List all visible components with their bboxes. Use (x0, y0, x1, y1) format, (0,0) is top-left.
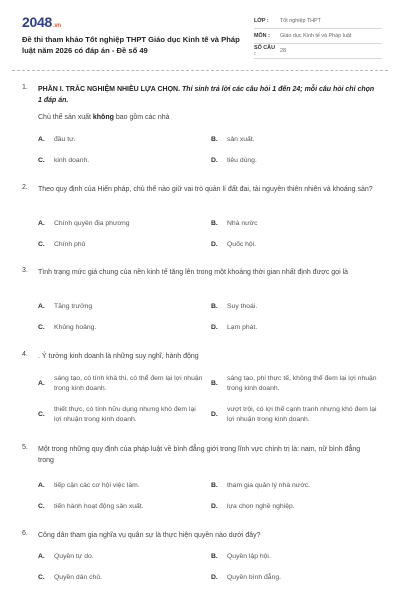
meta-row-subject (254, 29, 382, 44)
option-text: tham gia quản lý nhà nước. (227, 482, 311, 489)
question-text: Theo quy định của Hiến pháp, chủ thể nào giữ vai trò quản lí đất đai, tài nguyên thiên nhiên và khoáng sản? (38, 186, 373, 193)
option-b[interactable] (211, 302, 367, 312)
question-stem (38, 114, 170, 121)
option-text: Quyền lập hội. (227, 553, 271, 560)
option-letter: D. (211, 574, 218, 581)
question-2 (22, 184, 382, 254)
meta-label: LỚP : (254, 18, 269, 24)
question-number: 3. (22, 267, 28, 274)
option-a[interactable] (38, 374, 204, 394)
option-text: Quốc hội. (227, 241, 257, 248)
option-letter: D. (211, 157, 218, 164)
option-a[interactable] (38, 302, 194, 312)
question-text: Công dân tham gia nghĩa vụ quân sự là thực hiện quyền nào dưới đây? (38, 532, 261, 539)
option-text: kinh doanh. (54, 157, 90, 164)
option-text: sáng tạo, phi thực tế, không thể đem lại lợi nhuận trong kinh doanh. (227, 375, 377, 392)
stem-text: bao gồm các nhà (113, 114, 170, 121)
option-d[interactable] (211, 502, 367, 512)
meta-row-question-count (254, 44, 382, 59)
question-text: Một trong những quy định của pháp luật về bình đẳng giới trong lĩnh vực chính trị là: nam, nữ bình đẳng trong (38, 446, 361, 464)
option-d[interactable] (211, 573, 367, 583)
question-text: Tình trạng mức giá chung của nền kinh tế tăng lên trong một khoảng thời gian nhất định được gọi là (38, 269, 349, 276)
option-text: sản xuất. (227, 136, 255, 143)
question-6 (22, 530, 382, 590)
option-d[interactable] (211, 240, 367, 250)
option-letter: A. (38, 303, 45, 310)
option-letter: D. (211, 324, 218, 331)
option-letter: A. (38, 136, 45, 143)
option-letter: B. (211, 136, 218, 143)
option-c[interactable] (38, 323, 194, 333)
option-letter: C. (38, 157, 45, 164)
meta-row-class (254, 14, 382, 29)
meta-value: 28 (280, 48, 286, 54)
option-letter: C. (38, 324, 45, 331)
option-b[interactable] (211, 481, 367, 491)
option-text: Quyền dân chủ. (54, 574, 102, 581)
question-4 (22, 351, 382, 431)
question-number: 6. (22, 530, 28, 537)
option-letter: A. (38, 482, 45, 489)
header-divider (12, 70, 388, 71)
option-a[interactable] (38, 552, 194, 562)
logo-text: 2048 (22, 14, 52, 30)
option-text: tiến hành hoạt động sản xuất. (54, 503, 144, 510)
option-letter: C. (38, 574, 45, 581)
option-a[interactable] (38, 219, 194, 229)
option-text: Quyền bình đẳng. (227, 574, 282, 581)
option-letter: A. (38, 220, 45, 227)
part-instructions (38, 84, 378, 106)
question-number: 5. (22, 444, 28, 451)
option-b[interactable] (211, 219, 367, 229)
meta-label: SỐ CÂU : (254, 45, 275, 57)
option-letter: B. (211, 482, 218, 489)
option-text: sáng tạo, có tính khả thi, có thể đem lại lợi nhuận trong kinh doanh. (54, 375, 203, 392)
option-text: tiêu dùng. (227, 157, 257, 164)
option-text: vượt trội, có lợi thế cạnh tranh nhưng khó đem lại lợi nhuận trong kinh doanh. (227, 406, 377, 423)
option-c[interactable] (38, 240, 194, 250)
document-title: Đề thi tham khảo Tốt nghiệp THPT Giáo dục Kinh tế và Pháp luật năm 2026 có đáp án - Đề số 49 (22, 35, 240, 55)
question-1 (22, 84, 382, 174)
option-d[interactable] (211, 323, 367, 333)
part-heading: PHẦN I. TRẮC NGHIỆM NHIỀU LỰA CHỌN. (38, 86, 181, 93)
option-b[interactable] (211, 552, 367, 562)
stem-emphasis: không (92, 114, 114, 121)
question-text: . Ý tưởng kinh doanh là những suy nghĩ, hành động (38, 353, 199, 360)
exam-meta (254, 14, 382, 59)
option-text: Chính quyền địa phương (54, 220, 130, 227)
question-3 (22, 267, 382, 337)
option-text: Suy thoái. (227, 303, 258, 310)
option-letter: B. (211, 380, 218, 387)
option-text: Khủng hoảng. (54, 324, 97, 331)
option-letter: C. (38, 411, 45, 418)
option-c[interactable] (38, 405, 204, 425)
option-b[interactable] (211, 374, 377, 394)
option-text: Lạm phát. (227, 324, 258, 331)
option-a[interactable] (38, 135, 194, 145)
option-c[interactable] (38, 502, 194, 512)
stem-text: Chủ thể sản xuất (38, 114, 93, 121)
site-logo[interactable] (22, 14, 61, 30)
option-letter: B. (211, 220, 218, 227)
option-letter: D. (211, 411, 218, 418)
option-a[interactable] (38, 481, 194, 491)
option-text: Nhà nước (227, 220, 258, 227)
option-letter: C. (38, 503, 45, 510)
option-d[interactable] (211, 405, 377, 425)
option-letter: D. (211, 241, 218, 248)
question-number: 4. (22, 351, 28, 358)
option-letter: B. (211, 303, 218, 310)
question-number: 1. (22, 84, 28, 91)
option-b[interactable] (211, 135, 367, 145)
option-text: tiếp cận các cơ hội việc làm. (54, 482, 140, 489)
option-letter: A. (38, 553, 45, 560)
question-number: 2. (22, 184, 28, 191)
option-text: Tăng trưởng (54, 303, 93, 310)
option-letter: B. (211, 553, 218, 560)
option-c[interactable] (38, 156, 194, 166)
option-text: Quyền tự do. (54, 553, 94, 560)
meta-label: MÔN : (254, 33, 270, 39)
option-text: thiết thực, có tính hữu dụng nhưng khó đem lại lợi nhuận trong kinh doanh. (54, 406, 196, 423)
meta-value: Tốt nghiệp THPT (280, 18, 321, 24)
option-d[interactable] (211, 156, 367, 166)
part-note: Thí sinh trả lời các câu hỏi 1 đến 24; mỗi câu hỏi chỉ chọn 1 đáp án. (38, 86, 375, 104)
logo-suffix: .vn (52, 23, 61, 29)
option-letter: D. (211, 503, 218, 510)
option-text: lựa chọn nghề nghiệp. (227, 503, 295, 510)
option-text: đầu tư. (54, 136, 76, 143)
option-text: Chính phủ (54, 241, 86, 248)
question-5 (22, 444, 382, 516)
option-letter: C. (38, 241, 45, 248)
option-letter: A. (38, 380, 45, 387)
header (22, 14, 382, 60)
option-c[interactable] (38, 573, 194, 583)
meta-value: Giáo dục Kinh tế và Pháp luật (280, 33, 352, 39)
